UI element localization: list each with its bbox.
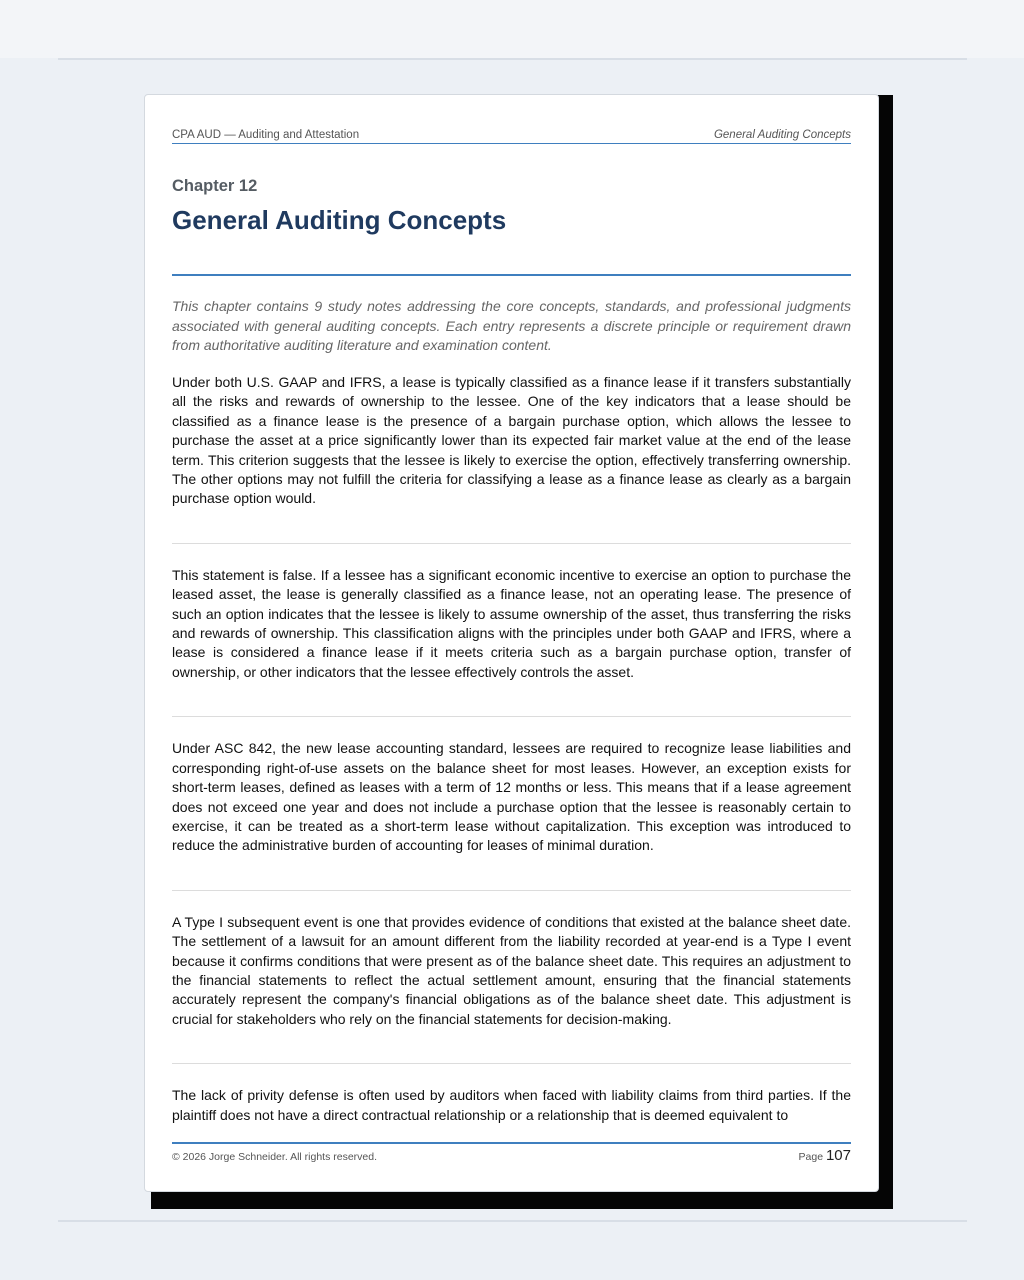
note-divider	[172, 1063, 851, 1064]
chapter-title: General Auditing Concepts	[172, 205, 507, 235]
chapter-label: Chapter 12	[172, 177, 258, 195]
study-note: A Type I subsequent event is one that provides evidence of conditions that existed at the balance sheet date. The settlement of a lawsuit for an amount different from the liability recorded at year-end is a Type I event because it confirms conditions that were present as of the balance sheet date. This requires an adjustment to the financial statements to reflect the actual settlement amount, ensuring that the financial statements accurately represent the company's financial obligations as of the balance sheet date. This adjustment is crucial for stakeholders who rely on the financial statements for decision-making.	[172, 913, 851, 1027]
copyright-notice: © 2026 Jorge Schneider. All rights reserved.	[172, 1151, 378, 1163]
viewer-top-band	[0, 0, 1024, 58]
page-number	[799, 1147, 851, 1164]
study-note: This statement is false. If a lessee has a significant economic incentive to exercise an option to purchase the leased asset, the lease is generally classified as a finance lease, not an operating lease. The presence of such an option indicates that the lessee is likely to assume ownership of the asset, thus transferring the risks and rewards of ownership. This classification aligns with the principles under both GAAP and IFRS, where a lease is considered a finance lease if it meets criteria such as a bargain purchase option, transfer of ownership, or other indicators that the lessee effectively controls the asset.	[172, 566, 851, 680]
running-header	[172, 123, 851, 144]
note-divider	[172, 716, 851, 717]
notes-region	[172, 373, 851, 1123]
page-label: Page	[798, 1151, 824, 1163]
title-rule	[172, 274, 851, 276]
document-page	[144, 94, 879, 1192]
note-divider	[172, 890, 851, 891]
viewer-top-rule	[58, 58, 967, 60]
header-book-title: CPA AUD — Auditing and Attestation	[172, 129, 360, 141]
chapter-intro: This chapter contains 9 study notes addressing the core concepts, standards, and professional judgments associated with general auditing concepts. Each entry represents a discrete principle or requirement drawn from authoritative auditing literature and examination content.	[172, 298, 851, 353]
page-footer	[172, 1147, 851, 1164]
note-divider	[172, 543, 851, 544]
study-note: Under ASC 842, the new lease accounting standard, lessees are required to recognize lease liabilities and corresponding right-of-use assets on the balance sheet for most leases. However, an exception exists for short-term leases, defined as leases with a term of 12 months or less. This means that if a lease agreement does not exceed one year and does not include a purchase option that the lessee is reasonably certain to exercise, it can be treated as a short-term lease without capitalization. This exception was introduced to reduce the administrative burden of accounting for leases of minimal duration.	[172, 740, 851, 854]
footer-rule	[172, 1142, 851, 1144]
study-note: The lack of privity defense is often used by auditors when faced with liability claims from third parties. If the plaintiff does not have a direct contractual relationship or a relationship that is deemed equivalent to	[172, 1087, 851, 1123]
page-number-value: 107	[825, 1147, 851, 1164]
study-note: Under both U.S. GAAP and IFRS, a lease is typically classified as a finance lease if it transfers substantially all the risks and rewards of ownership to the lessee. One of the key indicators that a lease should be classified as a finance lease is the presence of a bargain purchase option, which allows the lessee to purchase the asset at a price significantly lower than its expected fair market value at the end of the lease term. This criterion suggests that the lessee is likely to exercise the option, effectively transferring ownership. The other options may not fulfill the criteria for classifying a lease as a finance lease as clearly as a bargain purchase option would.	[172, 374, 851, 507]
viewer-bottom-rule	[58, 1220, 967, 1222]
header-chapter-title: General Auditing Concepts	[713, 129, 851, 141]
